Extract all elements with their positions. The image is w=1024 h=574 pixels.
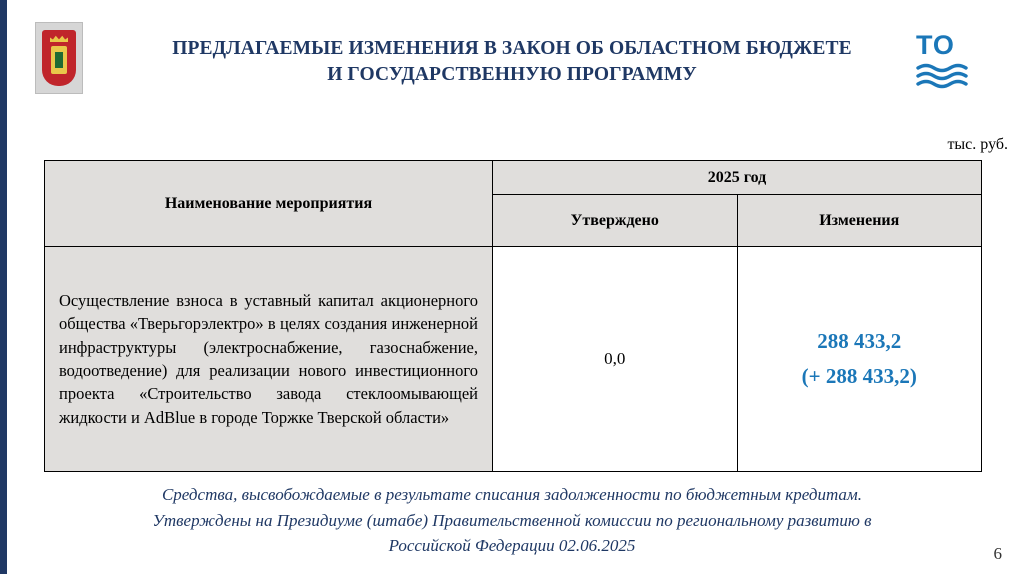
table-header-year: 2025 год (493, 161, 982, 195)
footnote-line-2: Утверждены на Президиуме (штабе) Правительственной комиссии по региональному развитию в (152, 510, 872, 530)
footnote (62, 482, 962, 559)
waves-icon (916, 63, 982, 89)
page-title (100, 36, 924, 89)
slide-header (0, 0, 1024, 122)
budget-table (44, 160, 982, 472)
table-header-approved: Утверждено (493, 195, 738, 247)
page-number: 6 (993, 544, 1002, 563)
footnote-line-1: Средства, высвобождаемые в результате списания задолженности по бюджетным кредитам. (161, 485, 863, 504)
table-cell-changes-value (737, 247, 982, 472)
page-title-line-2: И ГОСУДАРСТВЕННУЮ ПРОГРАММУ (327, 64, 697, 86)
table-header-name: Наименование мероприятия (45, 161, 493, 247)
table-header-changes: Изменения (737, 195, 982, 247)
table-cell-measure-name (45, 247, 493, 472)
region-logo-text: ТО (916, 30, 955, 60)
units-label: тыс. руб. (947, 136, 1008, 153)
table-cell-approved-value: 0,0 (493, 247, 738, 472)
table-row (45, 247, 982, 472)
changes-amount: 288 433,2 (817, 329, 902, 354)
region-logo (916, 32, 986, 94)
changes-delta: (+ 288 433,2) (801, 364, 917, 388)
footnote-line-3: Российской Федерации 02.06.2025 (388, 536, 636, 555)
page-title-line-1: ПРЕДЛАГАЕМЫЕ ИЗМЕНЕНИЯ В ЗАКОН ОБ ОБЛАСТНОМ БЮДЖЕТЕ (172, 38, 852, 59)
measure-name-text: Осуществление взноса в уставный капитал акционерного общества «Тверьгорэлектро» в целях создания инженерной инфраструктуры (электроснабжение, газоснабжение, водоотведение) для реализации нового инвестиционного проекта «Строительство завода стеклоомывающей жидкости и AdBlue в городе Торжке Тверской области» (59, 290, 478, 427)
coat-of-arms-icon (35, 22, 83, 94)
